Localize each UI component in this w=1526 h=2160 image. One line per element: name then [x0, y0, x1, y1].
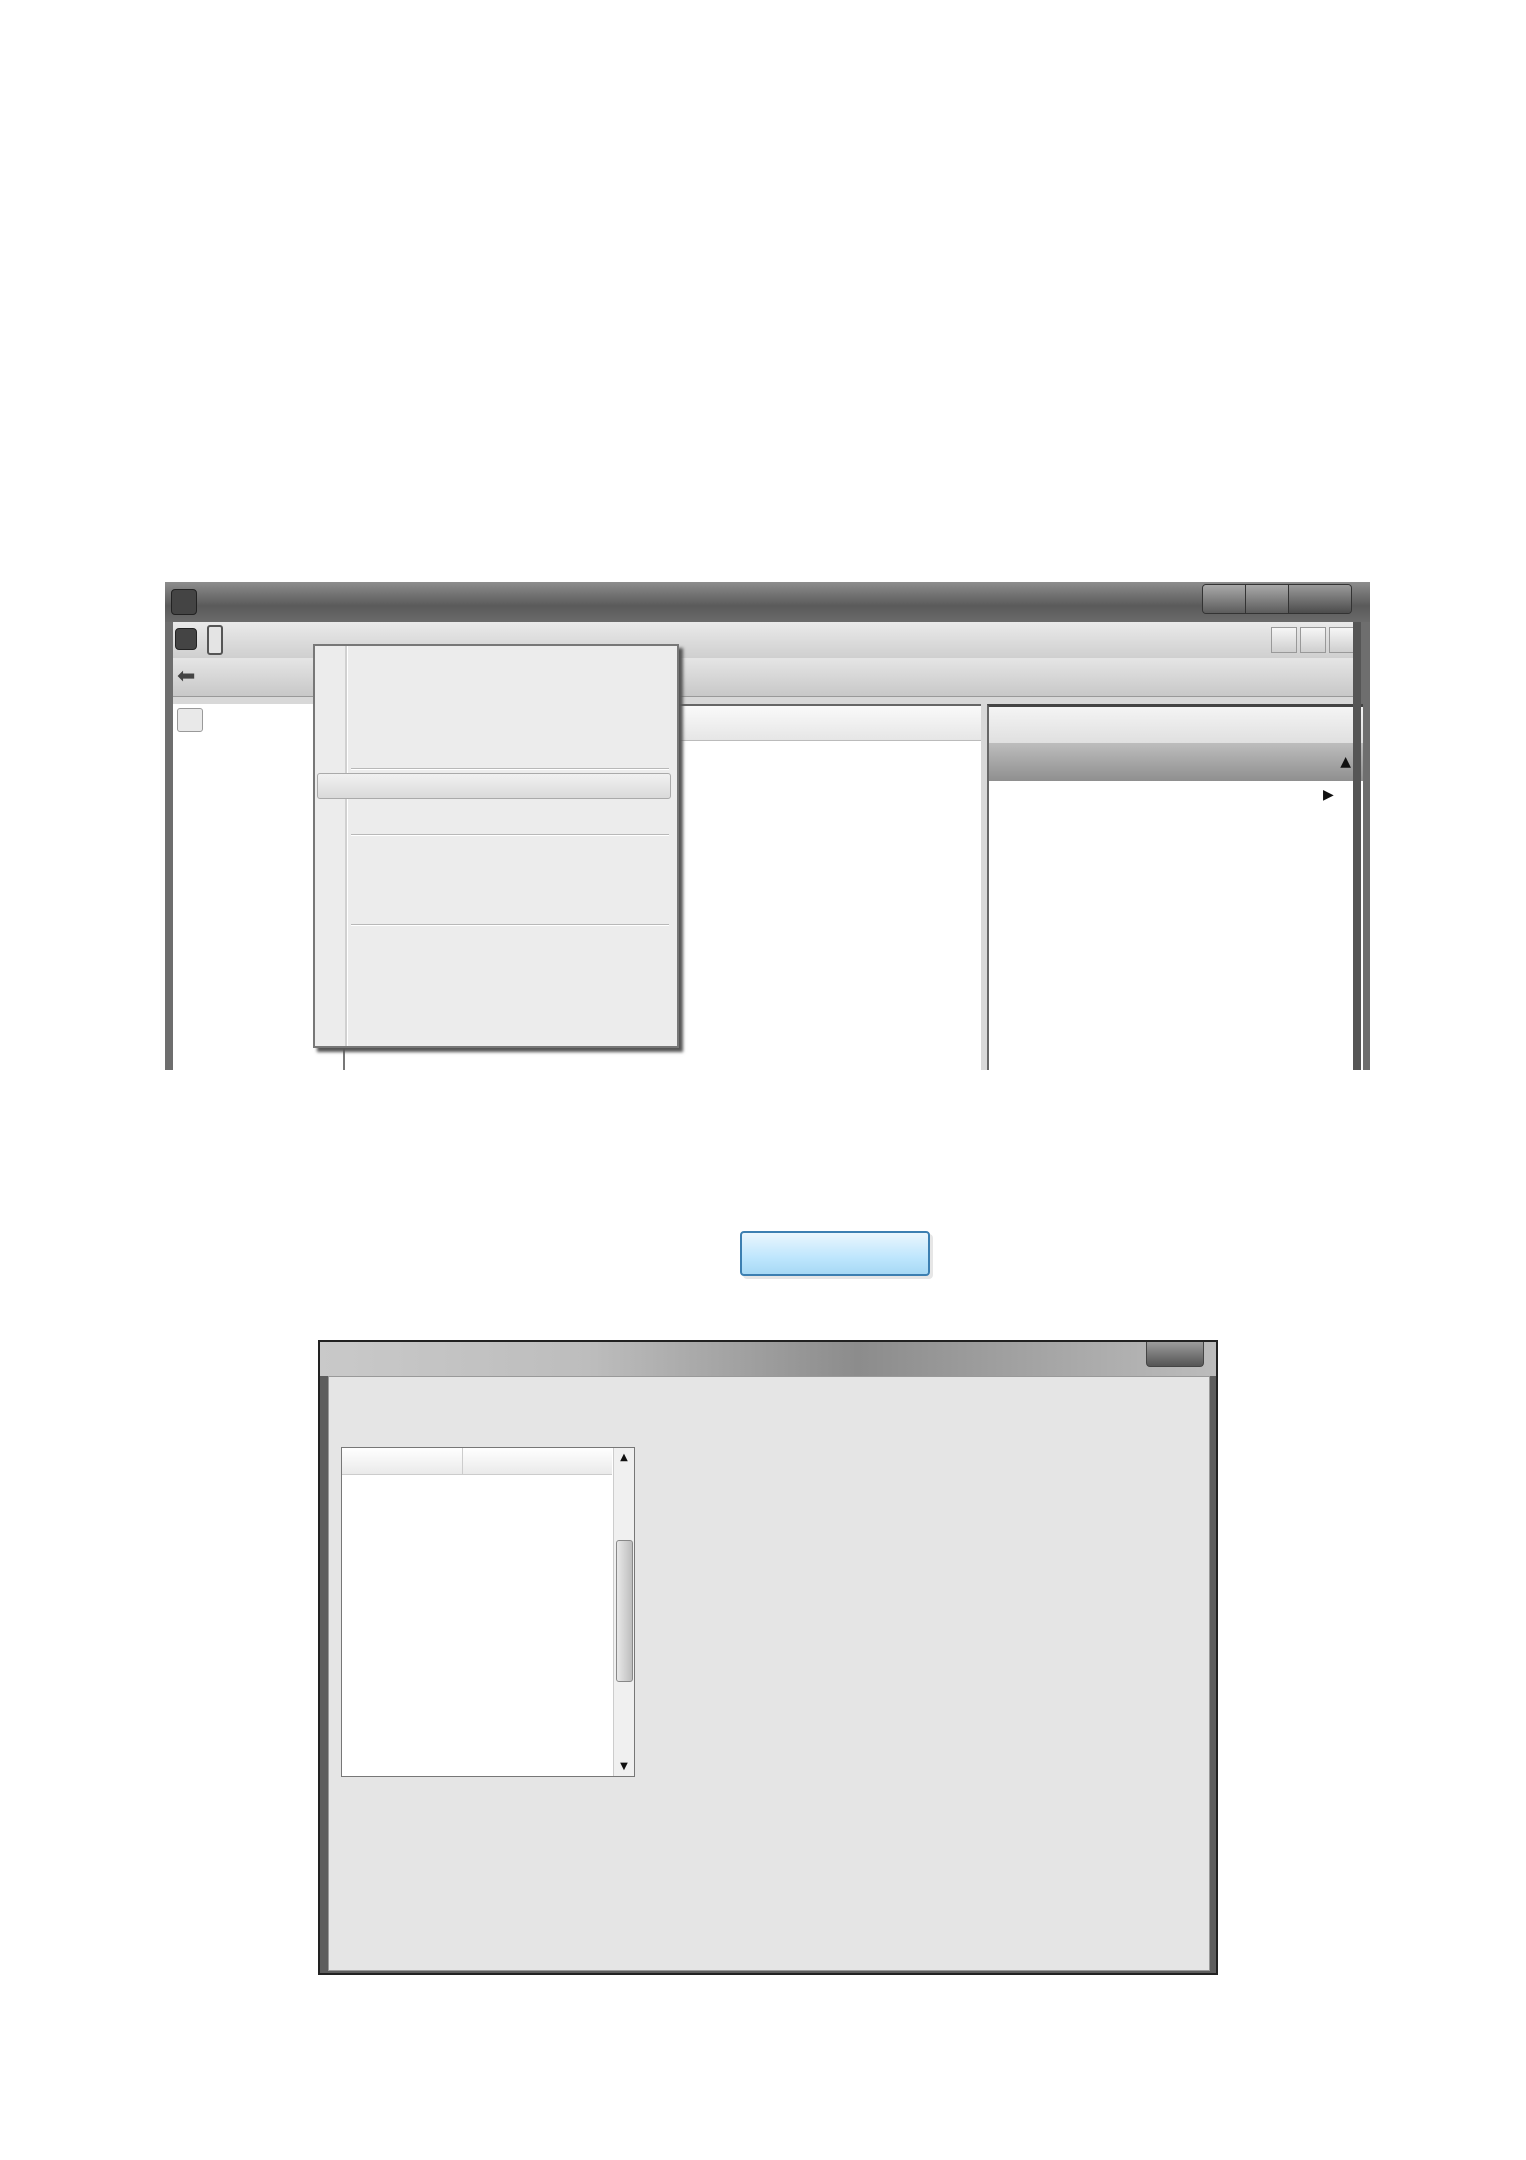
menu-file[interactable]: [207, 625, 223, 655]
menu-separator: [351, 834, 669, 836]
actions-section-console-root[interactable]: [989, 743, 1363, 781]
menu-item-recent-3[interactable]: [351, 889, 667, 915]
file-menu-dropdown: [313, 644, 679, 1048]
mdi-minimize-button[interactable]: [1271, 627, 1297, 653]
mmc-app-icon: [171, 589, 197, 615]
dialog-close-button[interactable]: [1146, 1342, 1204, 1367]
console-icon: [175, 628, 197, 650]
menu-item-save-as[interactable]: [351, 732, 667, 758]
menu-item-open[interactable]: [351, 680, 667, 706]
menu-item-save[interactable]: [351, 706, 667, 732]
maximize-button[interactable]: [1245, 585, 1288, 613]
menu-separator: [351, 768, 669, 770]
window-titlebar: [165, 582, 1370, 622]
window-edge: [1353, 622, 1361, 1070]
actions-pane: [987, 704, 1363, 1070]
folder-icon[interactable]: [177, 708, 203, 732]
mdi-controls: [1271, 627, 1355, 653]
menu-item-options[interactable]: [351, 800, 667, 826]
scroll-down-icon[interactable]: ▼: [620, 1761, 628, 1772]
back-arrow-icon[interactable]: ⬅: [177, 664, 196, 689]
figure-console-menu: [165, 582, 1370, 1070]
figure-add-remove-snapins-dialog: [318, 1340, 1218, 1975]
menu-item-recent-1[interactable]: [351, 838, 667, 864]
column-divider: [462, 1448, 463, 1474]
window-controls: [1202, 584, 1352, 614]
mdi-close-button[interactable]: [1329, 627, 1355, 653]
list-header: [342, 1448, 612, 1475]
menu-gutter: [345, 646, 348, 1046]
actions-header: [989, 707, 1363, 743]
scroll-up-icon[interactable]: ▲: [620, 1452, 628, 1463]
menu-item-exit[interactable]: [351, 929, 667, 955]
menu-separator: [351, 924, 669, 926]
mdi-restore-button[interactable]: [1300, 627, 1326, 653]
available-snapins-list[interactable]: [341, 1447, 635, 1777]
dialog-titlebar: [320, 1342, 1216, 1376]
menu-item-add-remove-snapin[interactable]: [317, 773, 671, 799]
scroll-thumb[interactable]: [616, 1540, 633, 1682]
list-scrollbar[interactable]: [613, 1448, 634, 1776]
inline-add-button-image: [740, 1231, 930, 1276]
dialog-body: [328, 1376, 1210, 1971]
menu-item-new[interactable]: [351, 654, 667, 680]
collapse-up-icon[interactable]: ▲: [1340, 754, 1351, 770]
minimize-button[interactable]: [1203, 585, 1245, 613]
submenu-arrow-icon: ▶: [1323, 787, 1334, 803]
close-button[interactable]: [1288, 585, 1351, 613]
menu-item-recent-2[interactable]: [351, 864, 667, 890]
